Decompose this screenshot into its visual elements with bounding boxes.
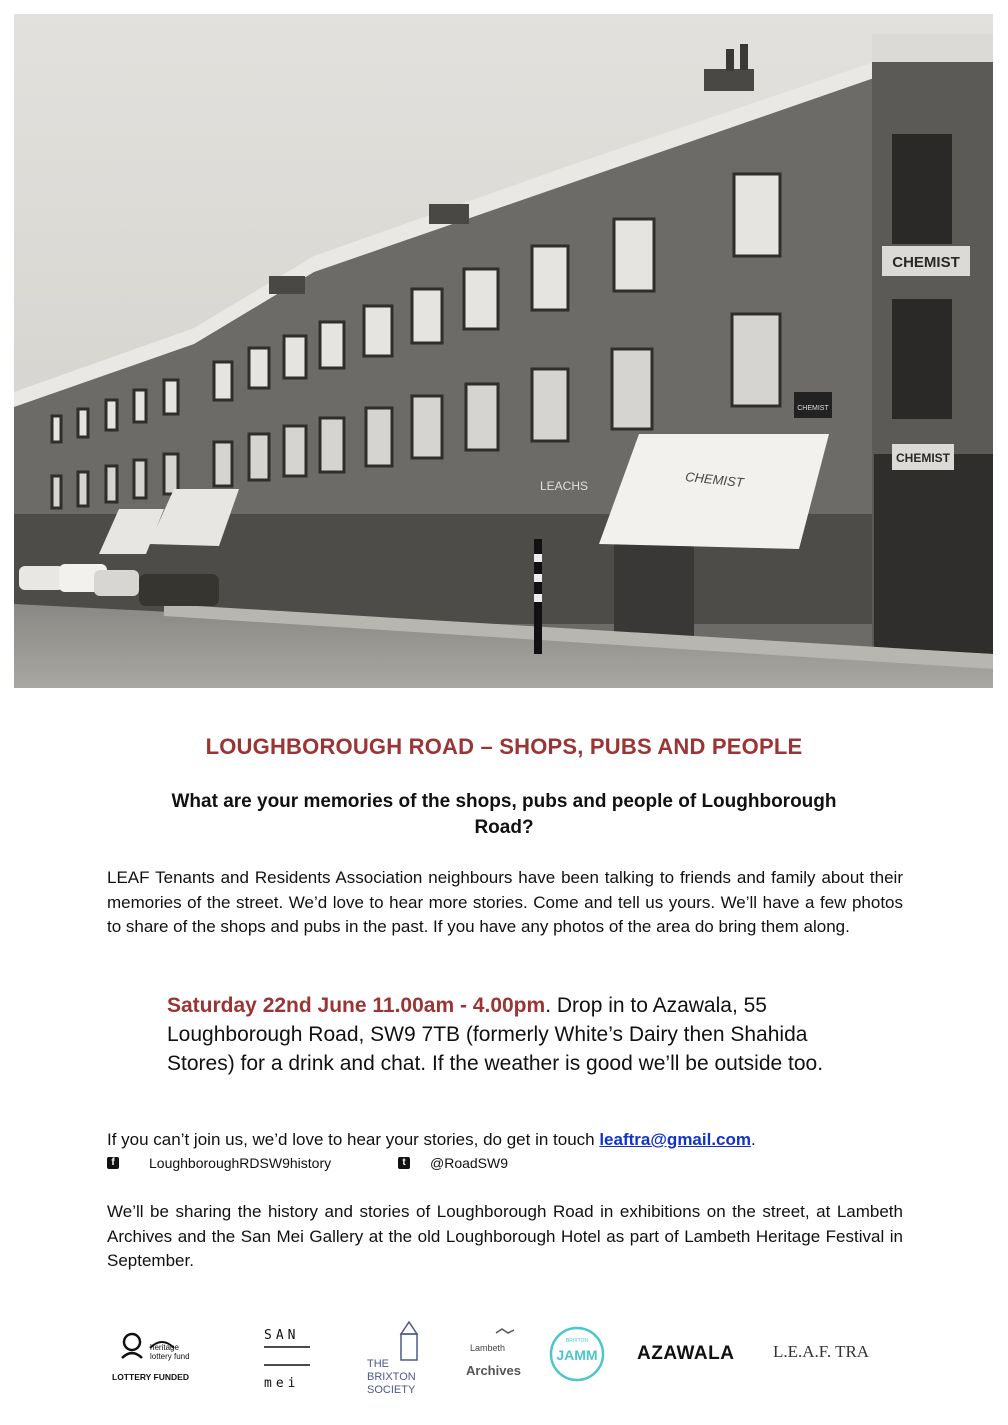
facebook-icon: f — [107, 1157, 119, 1169]
shop-sign-chemist-upper: CHEMIST — [892, 254, 960, 271]
awning-sign-chemist: CHEMIST — [684, 469, 745, 491]
lambeth-label: Lambeth — [470, 1343, 506, 1353]
bird-icon — [496, 1329, 514, 1333]
brixton-line1: THE — [367, 1358, 389, 1370]
tower-icon — [401, 1334, 417, 1360]
event-details — [167, 991, 847, 1078]
email-link[interactable]: leaftra@gmail.com — [599, 1130, 752, 1149]
jamm-small: BRIXTON — [565, 1338, 589, 1344]
facebook-label: LoughboroughRDSW9history — [149, 1155, 332, 1171]
sanmei-bottom: mei — [264, 1376, 300, 1391]
lottery-line1: heritage — [150, 1343, 179, 1352]
contact-line — [107, 1130, 927, 1150]
page-title: LOUGHBOROUGH ROAD – SHOPS, PUBS AND PEOPLE — [205, 734, 803, 759]
lottery-funded: LOTTERY FUNDED — [112, 1372, 189, 1382]
lottery-logo — [112, 1328, 207, 1388]
event-date-time: Saturday 22nd June 11.00am - 4.00pm — [167, 994, 546, 1017]
twitter-icon: t — [398, 1157, 410, 1169]
street-photo — [14, 14, 993, 688]
brixton-line2: BRIXTON — [367, 1371, 416, 1383]
archives-label: Archives — [466, 1363, 521, 1378]
crossed-fingers-icon — [124, 1334, 140, 1350]
contact-text: If you can’t join us, we’d love to hear your stories, do get in touch — [107, 1130, 600, 1149]
shop-sign-leachs: LEACHS — [539, 479, 589, 493]
brixton-line3: SOCIETY — [367, 1384, 416, 1396]
twitter-label: @RoadSW9 — [430, 1155, 509, 1171]
event-location: . Drop in to Azawala, 55 Loughborough Road, SW9 7TB (formerly White’s Dairy then Shahida Stores) for a drink and chat. If the weather is good we’ll be outside too. — [167, 994, 824, 1075]
lottery-line2: lottery fund — [150, 1352, 190, 1361]
lambeth-archives-logo — [466, 1327, 528, 1382]
jamm-label: JAMM — [556, 1347, 598, 1363]
twitter-handle[interactable] — [398, 1155, 508, 1171]
brixton-society-logo — [365, 1320, 427, 1398]
leaf-tra-logo: L.E.A.F. TRA — [773, 1342, 870, 1361]
closing-paragraph: We’ll be sharing the history and stories of Loughborough Road in exhibitions on the street, at Lambeth Archives and the San Mei Gallery at the old Loughborough Hotel as part of Lambeth Heritage Festival in September. — [107, 1202, 903, 1270]
intro-paragraph: LEAF Tenants and Residents Association neighbours have been talking to friends and family about their memories of the street. We’d love to hear more stories. Come and tell us yours. We’ll have a few photos to share of the shops and pubs in the past. If you have any photos of the area do bring them along. — [107, 868, 903, 936]
shop-sign-chemist-corner: CHEMIST — [896, 451, 950, 465]
azawala-logo: AZAWALA — [637, 1343, 735, 1364]
question-heading: What are your memories of the shops, pubs and people of Loughborough Road? — [171, 791, 837, 838]
contact-end: . — [751, 1130, 756, 1149]
brixton-jamm-logo — [549, 1326, 605, 1382]
san-mei-logo — [262, 1325, 317, 1395]
facebook-handle[interactable] — [107, 1155, 331, 1171]
sanmei-top: SAN — [264, 1328, 300, 1343]
projecting-sign-chemist: CHEMIST — [797, 405, 829, 412]
